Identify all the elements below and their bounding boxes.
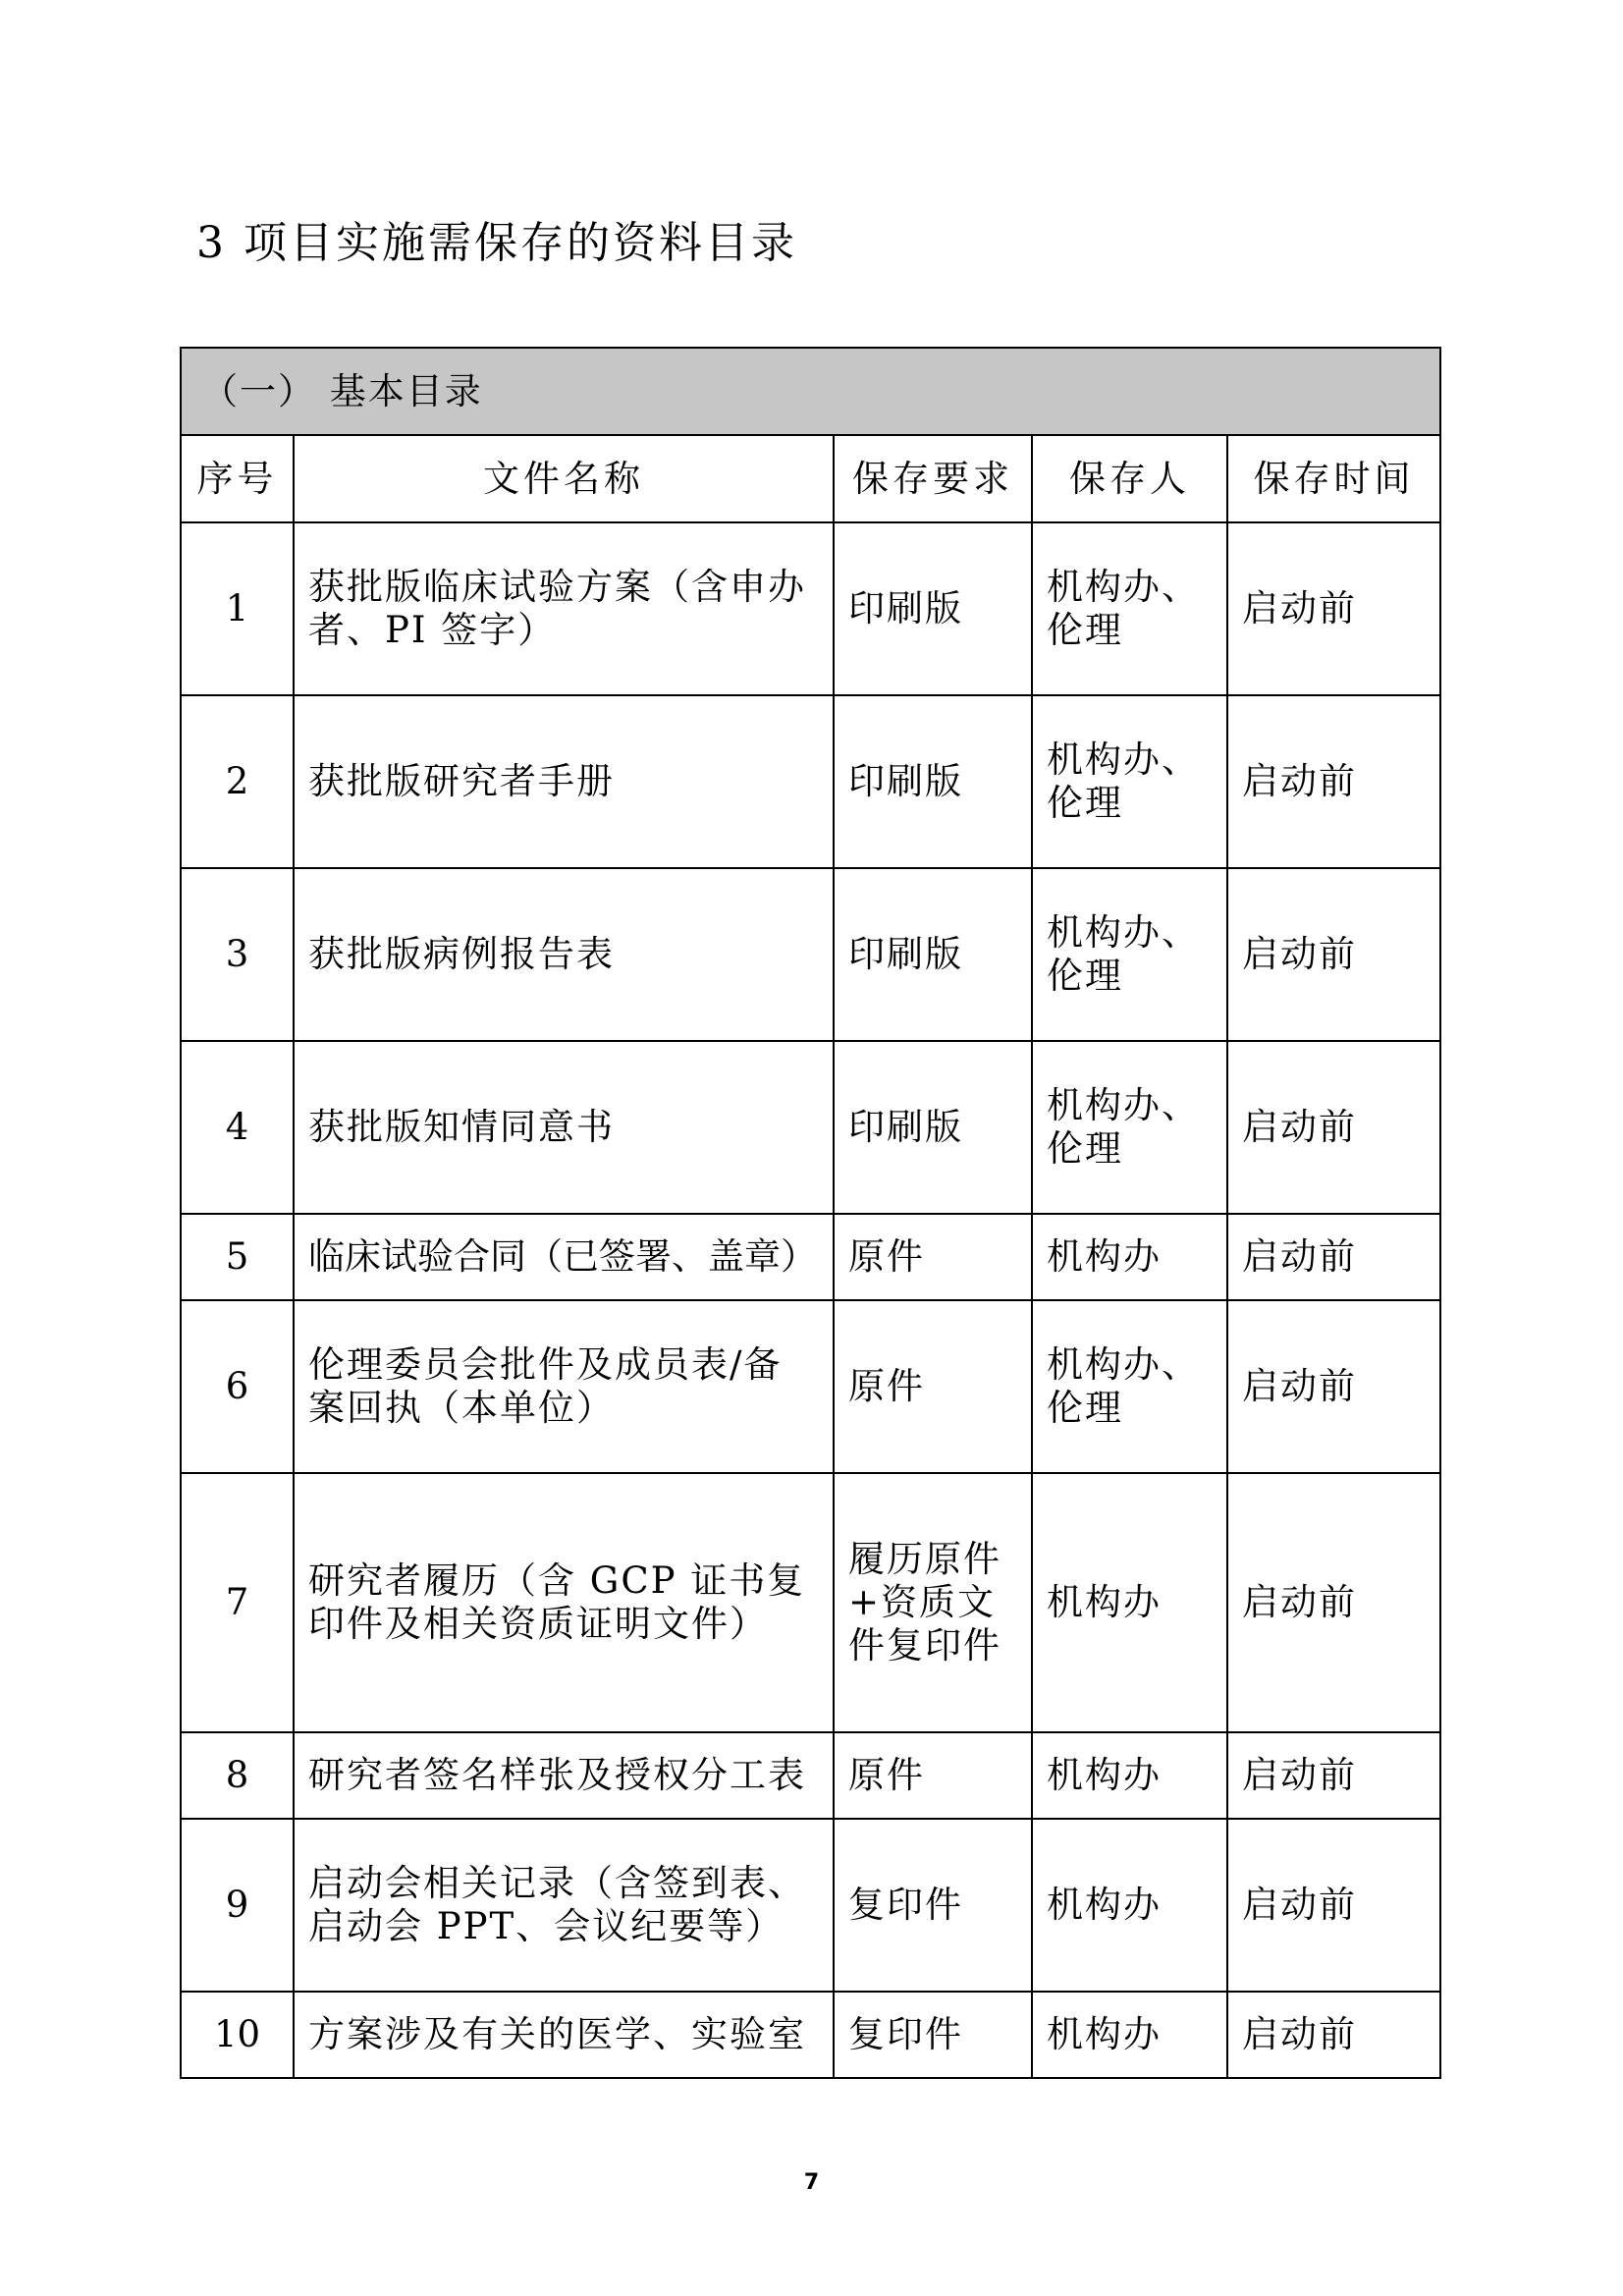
column-header-keeper: 保存人 <box>1032 435 1227 522</box>
storage-requirement: 复印件 <box>834 1819 1032 1992</box>
row-number: 7 <box>181 1473 294 1732</box>
keeper: 机构办、伦理 <box>1032 1300 1227 1473</box>
row-number: 10 <box>181 1992 294 2078</box>
row-number: 5 <box>181 1214 294 1300</box>
column-header-number: 序号 <box>181 435 294 522</box>
storage-time: 启动前 <box>1227 522 1440 695</box>
storage-requirement: 原件 <box>834 1732 1032 1819</box>
table-row <box>181 1473 1440 1732</box>
file-name: 研究者签名样张及授权分工表 <box>294 1732 834 1819</box>
row-number: 3 <box>181 868 294 1041</box>
file-name: 临床试验合同（已签署、盖章） <box>294 1214 834 1300</box>
file-name: 方案涉及有关的医学、实验室 <box>294 1992 834 2078</box>
row-number: 2 <box>181 695 294 868</box>
column-header-requirement: 保存要求 <box>834 435 1032 522</box>
table-row <box>181 1214 1440 1300</box>
section-row <box>181 348 1440 435</box>
row-number: 9 <box>181 1819 294 1992</box>
file-name: 获批版临床试验方案（含申办者、PI 签字） <box>294 522 834 695</box>
storage-time: 启动前 <box>1227 1214 1440 1300</box>
keeper: 机构办、伦理 <box>1032 522 1227 695</box>
storage-requirement: 原件 <box>834 1214 1032 1300</box>
row-number: 6 <box>181 1300 294 1473</box>
document-table <box>180 347 1441 2079</box>
column-header-time: 保存时间 <box>1227 435 1440 522</box>
storage-time: 启动前 <box>1227 1732 1440 1819</box>
row-number: 8 <box>181 1732 294 1819</box>
table-row <box>181 522 1440 695</box>
file-name: 获批版病例报告表 <box>294 868 834 1041</box>
keeper: 机构办、伦理 <box>1032 868 1227 1041</box>
keeper: 机构办 <box>1032 1732 1227 1819</box>
keeper: 机构办、伦理 <box>1032 1041 1227 1214</box>
table-row <box>181 868 1440 1041</box>
keeper: 机构办、伦理 <box>1032 695 1227 868</box>
row-number: 4 <box>181 1041 294 1214</box>
table-row <box>181 1992 1440 2078</box>
storage-time: 启动前 <box>1227 868 1440 1041</box>
file-name: 研究者履历（含 GCP 证书复印件及相关资质证明文件） <box>294 1473 834 1732</box>
storage-time: 启动前 <box>1227 695 1440 868</box>
table-row <box>181 1041 1440 1214</box>
keeper: 机构办 <box>1032 1473 1227 1732</box>
keeper: 机构办 <box>1032 1992 1227 2078</box>
storage-time: 启动前 <box>1227 1992 1440 2078</box>
section-title: （一） 基本目录 <box>181 348 1440 435</box>
page-heading: 3 项目实施需保存的资料目录 <box>196 218 797 268</box>
storage-requirement: 印刷版 <box>834 868 1032 1041</box>
table-row <box>181 1300 1440 1473</box>
keeper: 机构办 <box>1032 1214 1227 1300</box>
storage-requirement: 履历原件+资质文件复印件 <box>834 1473 1032 1732</box>
table-row <box>181 695 1440 868</box>
storage-requirement: 印刷版 <box>834 695 1032 868</box>
column-header-name: 文件名称 <box>294 435 834 522</box>
header-row <box>181 435 1440 522</box>
storage-requirement: 印刷版 <box>834 1041 1032 1214</box>
storage-time: 启动前 <box>1227 1819 1440 1992</box>
storage-time: 启动前 <box>1227 1473 1440 1732</box>
storage-time: 启动前 <box>1227 1300 1440 1473</box>
file-name: 启动会相关记录（含签到表、启动会 PPT、会议纪要等） <box>294 1819 834 1992</box>
keeper: 机构办 <box>1032 1819 1227 1992</box>
storage-requirement: 原件 <box>834 1300 1032 1473</box>
file-name: 伦理委员会批件及成员表/备案回执（本单位） <box>294 1300 834 1473</box>
table-row <box>181 1732 1440 1819</box>
storage-requirement: 印刷版 <box>834 522 1032 695</box>
file-name: 获批版知情同意书 <box>294 1041 834 1214</box>
file-name: 获批版研究者手册 <box>294 695 834 868</box>
storage-time: 启动前 <box>1227 1041 1440 1214</box>
page-number: 7 <box>803 2170 820 2195</box>
table-row <box>181 1819 1440 1992</box>
row-number: 1 <box>181 522 294 695</box>
storage-requirement: 复印件 <box>834 1992 1032 2078</box>
